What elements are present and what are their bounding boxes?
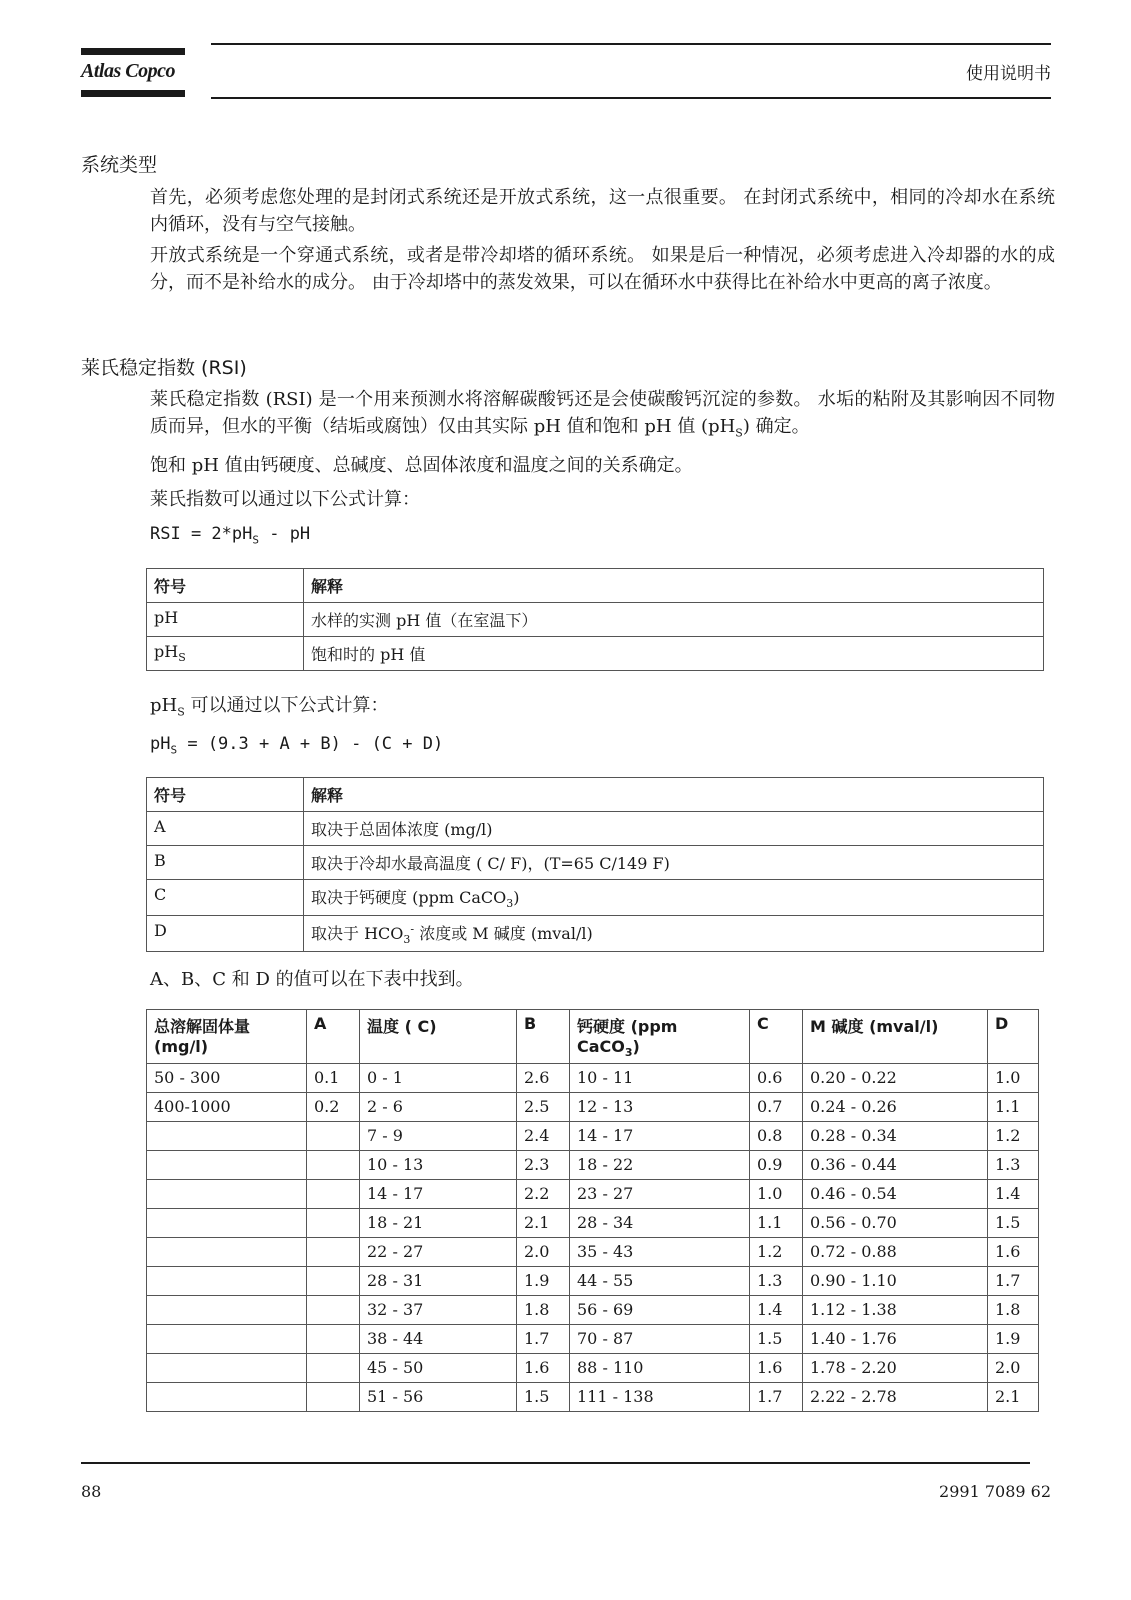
m-alkalinity-cell: 0.20 - 0.22 (803, 1064, 988, 1093)
c-cell: 1.3 (750, 1267, 803, 1296)
subscript-s: S (252, 533, 259, 547)
b-cell: 2.3 (517, 1151, 570, 1180)
rsi-definition-tail: ) 确定。 (742, 416, 810, 437)
c-cell: 0.6 (750, 1064, 803, 1093)
calcium-hardness-cell: 18 - 22 (570, 1151, 750, 1180)
m-alkalinity-cell: 2.22 - 2.78 (803, 1383, 988, 1412)
tds-cell (147, 1180, 307, 1209)
m-alkalinity-cell: 1.40 - 1.76 (803, 1325, 988, 1354)
explanation-cell (304, 846, 1044, 880)
calcium-hardness-cell: 35 - 43 (570, 1238, 750, 1267)
superscript-minus: - (410, 922, 415, 936)
a-cell (307, 1151, 360, 1180)
c-cell: 0.9 (750, 1151, 803, 1180)
explanation-cell: 水样的实测 pH 值（在室温下） (304, 603, 1044, 637)
explanation-cell: 饱和时的 pH 值 (304, 637, 1044, 671)
symbol-table-rsi (146, 568, 1044, 671)
paragraph-values-intro: A、B、C 和 D 的值可以在下表中找到。 (150, 969, 474, 990)
phs-intro-text: 可以通过以下公式计算： (184, 695, 389, 716)
table-row (147, 637, 1044, 671)
table-header-row (147, 778, 1044, 812)
c-cell: 1.5 (750, 1325, 803, 1354)
table-row (147, 1325, 1039, 1354)
symbol-cell (147, 603, 304, 637)
explanation-cell (304, 812, 1044, 846)
temperature-cell: 22 - 27 (360, 1238, 517, 1267)
m-alkalinity-cell: 0.36 - 0.44 (803, 1151, 988, 1180)
calcium-hardness-cell: 56 - 69 (570, 1296, 750, 1325)
a-cell (307, 1209, 360, 1238)
subscript-3: 3 (506, 897, 514, 911)
m-alkalinity-cell: 1.12 - 1.38 (803, 1296, 988, 1325)
symbol-cell: B (147, 846, 304, 880)
values-table (146, 1009, 1039, 1412)
column-header-c: C (750, 1010, 803, 1064)
explanation-text: 取决于总固体浓度 (mg/l) (311, 820, 493, 839)
paragraph-rsi-definition (150, 386, 1055, 447)
temperature-cell: 28 - 31 (360, 1267, 517, 1296)
d-cell: 2.1 (988, 1383, 1039, 1412)
c-cell: 0.7 (750, 1093, 803, 1122)
m-alkalinity-cell: 0.56 - 0.70 (803, 1209, 988, 1238)
b-cell: 2.5 (517, 1093, 570, 1122)
section-heading-system-type: 系统类型 (81, 154, 158, 176)
a-cell (307, 1267, 360, 1296)
d-cell: 1.0 (988, 1064, 1039, 1093)
symbol-cell (147, 637, 304, 671)
calcium-hardness-label: 钙硬度 (ppm CaCO (577, 1017, 678, 1056)
formula-phs-rhs: = (9.3 + A + B) - (C + D) (177, 734, 444, 754)
table-header-row (147, 1010, 1039, 1064)
table-row (147, 1238, 1039, 1267)
d-cell: 1.6 (988, 1238, 1039, 1267)
subscript-3: 3 (403, 933, 411, 947)
subscript-3: 3 (624, 1046, 633, 1060)
temperature-cell: 18 - 21 (360, 1209, 517, 1238)
tds-cell (147, 1267, 307, 1296)
temperature-cell: 0 - 1 (360, 1064, 517, 1093)
tds-cell (147, 1354, 307, 1383)
a-cell (307, 1296, 360, 1325)
symbol-text: pH (154, 642, 179, 661)
tds-cell (147, 1151, 307, 1180)
calcium-hardness-cell: 14 - 17 (570, 1122, 750, 1151)
table-row (147, 1151, 1039, 1180)
a-cell (307, 1122, 360, 1151)
table-header-row (147, 569, 1044, 603)
paragraph-phs-intro (150, 692, 1055, 726)
section-heading-rsi: 莱氏稳定指数 (RSI) (81, 357, 247, 379)
d-cell: 1.2 (988, 1122, 1039, 1151)
tds-cell (147, 1325, 307, 1354)
explanation-text: 取决于 HCO (311, 924, 404, 944)
calcium-hardness-cell: 88 - 110 (570, 1354, 750, 1383)
column-header-m-alkalinity: M 碱度 (mval/l) (803, 1010, 988, 1064)
m-alkalinity-cell: 0.72 - 0.88 (803, 1238, 988, 1267)
formula-phs (150, 734, 443, 756)
c-cell: 1.7 (750, 1383, 803, 1412)
column-header-symbol: 符号 (147, 778, 304, 812)
b-cell: 1.6 (517, 1354, 570, 1383)
d-cell: 1.4 (988, 1180, 1039, 1209)
table-row (147, 880, 1044, 916)
calcium-hardness-cell: 111 - 138 (570, 1383, 750, 1412)
a-cell: 0.1 (307, 1064, 360, 1093)
column-header-d: D (988, 1010, 1039, 1064)
column-header-calcium-hardness (570, 1010, 750, 1064)
explanation-text: 取决于冷却水最高温度 ( C/ F)，(T=65 C/149 F) (311, 854, 670, 873)
calcium-hardness-tail: ) (632, 1037, 640, 1056)
subscript-s: S (178, 651, 186, 665)
table-row (147, 1209, 1039, 1238)
column-header-explanation: 解释 (304, 569, 1044, 603)
symbol-text: pH (154, 608, 179, 627)
temperature-cell: 38 - 44 (360, 1325, 517, 1354)
tds-cell (147, 1209, 307, 1238)
calcium-hardness-cell: 23 - 27 (570, 1180, 750, 1209)
c-cell: 1.6 (750, 1354, 803, 1383)
paragraph-system-type-2: 开放式系统是一个穿通式系统，或者是带冷却塔的循环系统。 如果是后一种情况，必须考虑进入冷却器的水的成分，而不是补给水的成分。 由于冷却塔中的蒸发效果，可以在循环水中获得比在补给水中更高的离子浓度。 (150, 245, 1055, 293)
b-cell: 1.5 (517, 1383, 570, 1412)
a-cell: 0.2 (307, 1093, 360, 1122)
b-cell: 2.4 (517, 1122, 570, 1151)
table-row (147, 1267, 1039, 1296)
table-row (147, 1296, 1039, 1325)
m-alkalinity-cell: 0.90 - 1.10 (803, 1267, 988, 1296)
c-cell: 0.8 (750, 1122, 803, 1151)
symbol-table-phs (146, 777, 1044, 952)
tds-cell (147, 1238, 307, 1267)
a-cell (307, 1325, 360, 1354)
rsi-definition-text: 莱氏稳定指数 (RSI) 是一个用来预测水将溶解碳酸钙还是会使碳酸钙沉淀的参数。 水垢的粘附及其影响因不同物质而异，但水的平衡（结垢或腐蚀）仅由其实际 pH 值和饱和 pH 值 (pH (150, 389, 1055, 437)
column-header-a: A (307, 1010, 360, 1064)
a-cell (307, 1383, 360, 1412)
explanation-tail: ) (513, 888, 520, 907)
calcium-hardness-cell: 10 - 11 (570, 1064, 750, 1093)
b-cell: 2.0 (517, 1238, 570, 1267)
column-header-tds: 总溶解固体量 (mg/l) (147, 1010, 307, 1064)
subscript-s: S (735, 426, 743, 440)
d-cell: 1.8 (988, 1296, 1039, 1325)
footer-rule (81, 1462, 1030, 1464)
b-cell: 1.7 (517, 1325, 570, 1354)
d-cell: 1.1 (988, 1093, 1039, 1122)
subscript-s: S (170, 743, 178, 757)
d-cell: 1.9 (988, 1325, 1039, 1354)
c-cell: 1.4 (750, 1296, 803, 1325)
explanation-cell (304, 916, 1044, 952)
d-cell: 1.5 (988, 1209, 1039, 1238)
a-cell (307, 1354, 360, 1383)
explanation-text: 取决于钙硬度 (ppm CaCO (311, 888, 507, 907)
calcium-hardness-cell: 44 - 55 (570, 1267, 750, 1296)
b-cell: 1.9 (517, 1267, 570, 1296)
b-cell: 2.6 (517, 1064, 570, 1093)
c-cell: 1.0 (750, 1180, 803, 1209)
b-cell: 2.1 (517, 1209, 570, 1238)
table-row (147, 812, 1044, 846)
m-alkalinity-cell: 1.78 - 2.20 (803, 1354, 988, 1383)
column-header-b: B (517, 1010, 570, 1064)
a-cell (307, 1238, 360, 1267)
column-header-explanation: 解释 (304, 778, 1044, 812)
m-alkalinity-cell: 0.46 - 0.54 (803, 1180, 988, 1209)
c-cell: 1.2 (750, 1238, 803, 1267)
header-rule-bottom (211, 97, 1051, 99)
m-alkalinity-cell: 0.28 - 0.34 (803, 1122, 988, 1151)
tds-cell (147, 1296, 307, 1325)
symbol-cell: D (147, 916, 304, 952)
table-row (147, 1180, 1039, 1209)
formula-rsi-rhs: - pH (258, 524, 311, 544)
subscript-s: S (177, 705, 185, 719)
table-row (147, 603, 1044, 637)
paragraph-system-type-1: 首先，必须考虑您处理的是封闭式系统还是开放式系统，这一点很重要。 在封闭式系统中，相同的冷却水在系统内循环，没有与空气接触。 (150, 187, 1055, 235)
table-row (147, 1064, 1039, 1093)
formula-rsi-lhs: RSI = 2*pH (150, 524, 253, 544)
phs-intro-symbol: pH (150, 695, 178, 716)
table-row (147, 1093, 1039, 1122)
paragraph-saturation-ph: 饱和 pH 值由钙硬度、总碱度、总固体浓度和温度之间的关系确定。 (150, 455, 693, 476)
tds-cell: 400-1000 (147, 1093, 307, 1122)
formula-phs-lhs: pH (150, 734, 171, 754)
temperature-cell: 2 - 6 (360, 1093, 517, 1122)
explanation-tail: 浓度或 M 碱度 (mval/l) (414, 924, 593, 944)
document-type-title: 使用说明书 (966, 64, 1051, 84)
table-row (147, 916, 1044, 952)
a-cell (307, 1180, 360, 1209)
values-table-body (147, 1064, 1039, 1412)
d-cell: 1.3 (988, 1151, 1039, 1180)
temperature-cell: 45 - 50 (360, 1354, 517, 1383)
logo-bar-bottom (81, 90, 185, 97)
temperature-cell: 32 - 37 (360, 1296, 517, 1325)
calcium-hardness-cell: 12 - 13 (570, 1093, 750, 1122)
temperature-cell: 51 - 56 (360, 1383, 517, 1412)
temperature-cell: 7 - 9 (360, 1122, 517, 1151)
temperature-cell: 10 - 13 (360, 1151, 517, 1180)
paragraph-formula-intro: 莱氏指数可以通过以下公式计算： (150, 489, 420, 510)
calcium-hardness-cell: 70 - 87 (570, 1325, 750, 1354)
tds-cell (147, 1383, 307, 1412)
page-number: 88 (81, 1482, 102, 1501)
c-cell: 1.1 (750, 1209, 803, 1238)
d-cell: 2.0 (988, 1354, 1039, 1383)
document-number: 2991 7089 62 (939, 1482, 1051, 1501)
b-cell: 2.2 (517, 1180, 570, 1209)
m-alkalinity-cell: 0.24 - 0.26 (803, 1093, 988, 1122)
header-rule-top (211, 43, 1051, 45)
temperature-cell: 14 - 17 (360, 1180, 517, 1209)
logo-bar-top (81, 48, 185, 55)
symbol-cell: C (147, 880, 304, 916)
b-cell: 1.8 (517, 1296, 570, 1325)
tds-cell (147, 1122, 307, 1151)
table-row (147, 1354, 1039, 1383)
explanation-cell (304, 880, 1044, 916)
d-cell: 1.7 (988, 1267, 1039, 1296)
formula-rsi (150, 524, 310, 546)
column-header-symbol: 符号 (147, 569, 304, 603)
atlas-copco-logo: Atlas Copco (81, 60, 175, 82)
table-row (147, 1122, 1039, 1151)
column-header-temperature: 温度 ( C) (360, 1010, 517, 1064)
tds-cell: 50 - 300 (147, 1064, 307, 1093)
symbol-cell: A (147, 812, 304, 846)
table-row (147, 846, 1044, 880)
calcium-hardness-cell: 28 - 34 (570, 1209, 750, 1238)
table-row (147, 1383, 1039, 1412)
